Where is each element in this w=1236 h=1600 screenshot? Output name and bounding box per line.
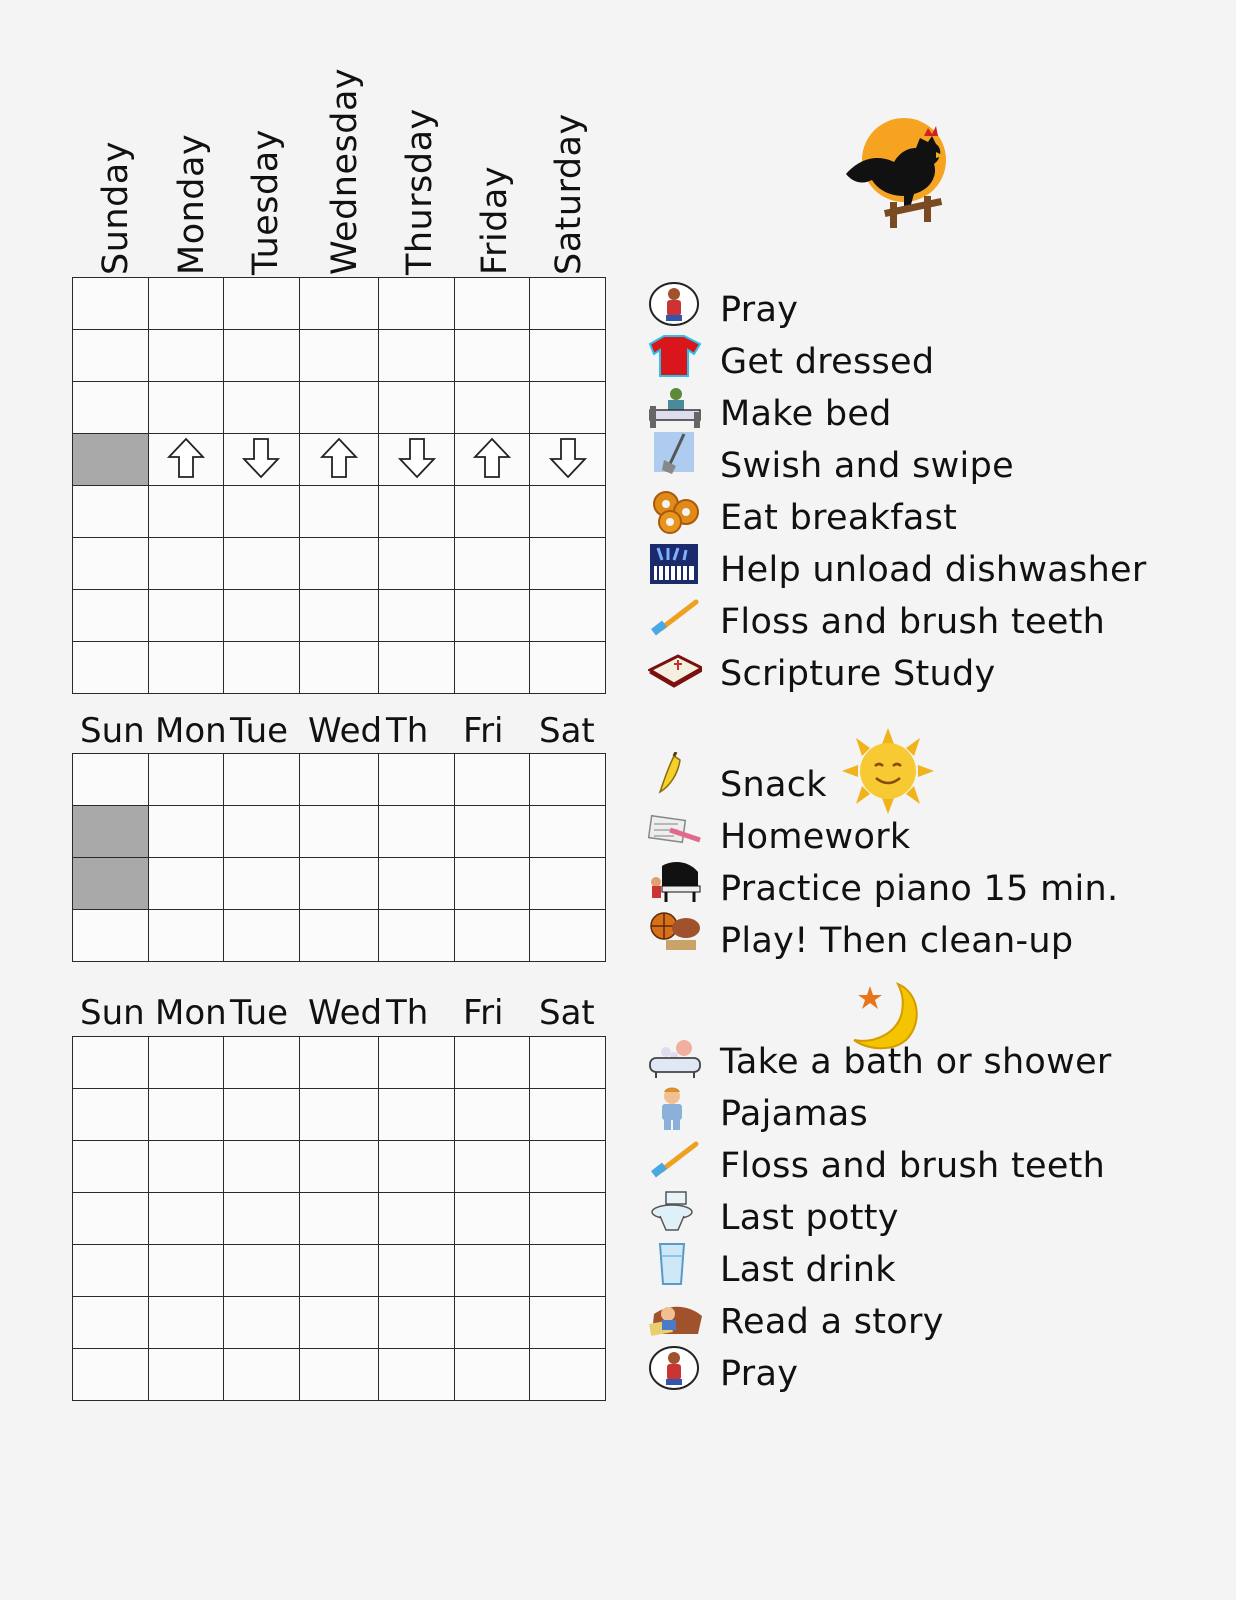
- grid-cell[interactable]: [379, 382, 455, 434]
- grid-row: [73, 486, 606, 538]
- grid-cell[interactable]: [530, 1193, 606, 1245]
- bagels-icon: [648, 490, 702, 534]
- grid-cell[interactable]: [530, 590, 606, 642]
- grid-cell[interactable]: [73, 278, 149, 330]
- grid-cell[interactable]: [148, 538, 224, 590]
- day-header-fri: Fri: [463, 711, 504, 751]
- grid-cell[interactable]: [148, 1089, 224, 1141]
- task-label: Scripture Study: [720, 654, 996, 694]
- task-label: Read a story: [720, 1302, 944, 1342]
- grid-cell[interactable]: [224, 806, 300, 858]
- grid-cell[interactable]: [454, 486, 530, 538]
- shaded-cell: [73, 806, 149, 858]
- grid-cell[interactable]: [454, 1037, 530, 1089]
- task-label: Pray: [720, 290, 799, 330]
- day-header-sun: Sun: [80, 711, 145, 751]
- grid-cell[interactable]: [454, 642, 530, 694]
- grid-cell[interactable]: [379, 1193, 455, 1245]
- grid-row: [73, 754, 606, 806]
- grid-cell[interactable]: [299, 590, 379, 642]
- grid-cell[interactable]: [530, 858, 606, 910]
- grid-cell[interactable]: [73, 486, 149, 538]
- arrow-up-icon: [166, 437, 206, 479]
- grid-cell[interactable]: [299, 1193, 379, 1245]
- grid-cell[interactable]: [148, 1193, 224, 1245]
- grid-cell[interactable]: [454, 382, 530, 434]
- grid-cell[interactable]: [148, 806, 224, 858]
- grid-cell[interactable]: [224, 1297, 300, 1349]
- day-header-monday: Monday: [172, 133, 212, 275]
- grid-cell[interactable]: [148, 434, 224, 486]
- grid-cell[interactable]: [530, 1089, 606, 1141]
- grid-cell[interactable]: [454, 1193, 530, 1245]
- grid-cell[interactable]: [530, 538, 606, 590]
- grid-cell[interactable]: [224, 1141, 300, 1193]
- grid-cell[interactable]: [299, 382, 379, 434]
- task-label: Eat breakfast: [720, 498, 958, 538]
- day-header-tue: Tue: [230, 711, 289, 751]
- banana-icon: [648, 752, 702, 796]
- grid-cell[interactable]: [530, 1141, 606, 1193]
- grid-cell[interactable]: [73, 1089, 149, 1141]
- grid-cell[interactable]: [379, 1089, 455, 1141]
- grid-cell[interactable]: [299, 1141, 379, 1193]
- grid-cell[interactable]: [73, 1193, 149, 1245]
- morning-checklist-grid: [72, 277, 606, 694]
- task-label: Swish and swipe: [720, 446, 1014, 486]
- grid-cell[interactable]: [224, 754, 300, 806]
- task-label: Make bed: [720, 394, 892, 434]
- task-label: Practice piano 15 min.: [720, 869, 1119, 909]
- grid-cell[interactable]: [379, 278, 455, 330]
- task-label: Last potty: [720, 1198, 899, 1238]
- shaded-cell: [73, 434, 149, 486]
- grid-cell[interactable]: [73, 1037, 149, 1089]
- grid-cell[interactable]: [379, 754, 455, 806]
- task-label: Take a bath or shower: [720, 1042, 1112, 1082]
- arrow-down-icon: [397, 437, 437, 479]
- grid-cell[interactable]: [454, 910, 530, 962]
- day-header-mon: Mon: [155, 711, 227, 751]
- grid-cell[interactable]: [454, 806, 530, 858]
- arrow-up-icon: [472, 437, 512, 479]
- grid-row: [73, 330, 606, 382]
- grid-cell[interactable]: [454, 1141, 530, 1193]
- rooster-icon: [838, 118, 964, 230]
- day-header-wed: Wed: [308, 993, 383, 1033]
- grid-cell[interactable]: [148, 1037, 224, 1089]
- grid-cell[interactable]: [454, 330, 530, 382]
- grid-cell[interactable]: [148, 486, 224, 538]
- day-header-wednesday: Wednesday: [325, 67, 365, 275]
- grid-cell[interactable]: [224, 486, 300, 538]
- grid-row: [73, 590, 606, 642]
- shaded-cell: [73, 858, 149, 910]
- grid-row: [73, 806, 606, 858]
- grid-cell[interactable]: [454, 1089, 530, 1141]
- grid-cell[interactable]: [530, 1349, 606, 1401]
- toilet-icon: [648, 1190, 702, 1234]
- grid-row: [73, 1193, 606, 1245]
- grid-cell[interactable]: [379, 642, 455, 694]
- grid-cell[interactable]: [379, 806, 455, 858]
- grid-cell[interactable]: [73, 1245, 149, 1297]
- afternoon-checklist-grid: [72, 753, 606, 962]
- grid-cell[interactable]: [299, 1245, 379, 1297]
- grid-cell[interactable]: [73, 1349, 149, 1401]
- task-label: Last drink: [720, 1250, 896, 1290]
- grid-cell[interactable]: [454, 858, 530, 910]
- grid-cell[interactable]: [530, 1037, 606, 1089]
- grid-cell[interactable]: [148, 590, 224, 642]
- toys-icon: [648, 910, 702, 954]
- grid-cell[interactable]: [299, 330, 379, 382]
- grid-cell[interactable]: [73, 1141, 149, 1193]
- task-label: Pray: [720, 1354, 799, 1394]
- task-label: Floss and brush teeth: [720, 1146, 1106, 1186]
- grid-cell[interactable]: [224, 1245, 300, 1297]
- grid-cell[interactable]: [73, 382, 149, 434]
- grid-cell[interactable]: [73, 910, 149, 962]
- arrow-down-icon: [548, 437, 588, 479]
- day-header-thursday: Thursday: [400, 108, 440, 275]
- grid-cell[interactable]: [73, 590, 149, 642]
- grid-cell[interactable]: [299, 910, 379, 962]
- grid-cell[interactable]: [299, 538, 379, 590]
- grid-cell[interactable]: [454, 434, 530, 486]
- grid-cell[interactable]: [454, 538, 530, 590]
- grid-cell[interactable]: [224, 590, 300, 642]
- grid-row: [73, 642, 606, 694]
- grid-cell[interactable]: [224, 382, 300, 434]
- grid-cell[interactable]: [224, 910, 300, 962]
- grid-cell[interactable]: [224, 538, 300, 590]
- grid-row: [73, 278, 606, 330]
- day-header-sat: Sat: [539, 711, 595, 751]
- glass-icon: [648, 1242, 702, 1286]
- grid-cell[interactable]: [454, 754, 530, 806]
- grid-cell[interactable]: [454, 278, 530, 330]
- toothbrush-icon: [648, 594, 702, 638]
- grid-cell[interactable]: [454, 1297, 530, 1349]
- dishwasher-icon: [648, 542, 702, 586]
- grid-cell[interactable]: [530, 1245, 606, 1297]
- grid-cell[interactable]: [379, 1141, 455, 1193]
- grid-cell[interactable]: [299, 434, 379, 486]
- grid-cell[interactable]: [299, 1037, 379, 1089]
- grid-cell[interactable]: [148, 1297, 224, 1349]
- grid-row: [73, 1349, 606, 1401]
- grid-cell[interactable]: [73, 642, 149, 694]
- grid-cell[interactable]: [379, 538, 455, 590]
- grid-cell[interactable]: [379, 910, 455, 962]
- grid-cell[interactable]: [148, 858, 224, 910]
- grid-cell[interactable]: [299, 754, 379, 806]
- grid-cell[interactable]: [224, 330, 300, 382]
- task-label: Homework: [720, 817, 911, 857]
- book-icon: [648, 646, 702, 690]
- grid-cell[interactable]: [224, 1037, 300, 1089]
- bed-icon: [648, 386, 702, 430]
- evening-checklist-grid: [72, 1036, 606, 1401]
- grid-cell[interactable]: [148, 330, 224, 382]
- grid-row: [73, 858, 606, 910]
- arrow-down-icon: [241, 437, 281, 479]
- bathtub-icon: [648, 1036, 702, 1080]
- grid-cell[interactable]: [224, 1193, 300, 1245]
- grid-cell[interactable]: [148, 1141, 224, 1193]
- grid-cell[interactable]: [379, 1037, 455, 1089]
- praying-child-icon: [648, 282, 702, 326]
- task-label: Snack: [720, 765, 827, 805]
- task-label: Pajamas: [720, 1094, 869, 1134]
- grid-cell[interactable]: [148, 382, 224, 434]
- grid-cell[interactable]: [530, 1297, 606, 1349]
- reading-child-icon: [648, 1294, 702, 1338]
- grid-cell[interactable]: [299, 1297, 379, 1349]
- grid-cell[interactable]: [530, 330, 606, 382]
- grid-cell[interactable]: [530, 434, 606, 486]
- grid-cell[interactable]: [379, 1349, 455, 1401]
- grid-cell[interactable]: [379, 330, 455, 382]
- grid-cell[interactable]: [379, 434, 455, 486]
- grid-cell[interactable]: [454, 1245, 530, 1297]
- grid-cell[interactable]: [530, 910, 606, 962]
- grid-cell[interactable]: [530, 806, 606, 858]
- day-header-mon: Mon: [155, 993, 227, 1033]
- grid-cell[interactable]: [224, 278, 300, 330]
- day-header-saturday: Saturday: [549, 113, 589, 275]
- task-label: Play! Then clean-up: [720, 921, 1074, 961]
- grid-row: [73, 1245, 606, 1297]
- grid-row: [73, 1297, 606, 1349]
- red-shirt-icon: [648, 334, 702, 378]
- grid-cell[interactable]: [148, 754, 224, 806]
- grid-cell[interactable]: [148, 278, 224, 330]
- grid-cell[interactable]: [530, 754, 606, 806]
- grid-row: [73, 1089, 606, 1141]
- grid-cell[interactable]: [379, 1245, 455, 1297]
- day-header-tue: Tue: [230, 993, 289, 1033]
- grid-cell[interactable]: [379, 858, 455, 910]
- grid-cell[interactable]: [73, 754, 149, 806]
- day-header-th: Th: [386, 711, 429, 751]
- grid-cell[interactable]: [299, 858, 379, 910]
- task-label: Floss and brush teeth: [720, 602, 1106, 642]
- grid-cell[interactable]: [530, 642, 606, 694]
- grid-cell[interactable]: [454, 590, 530, 642]
- grid-cell[interactable]: [299, 1349, 379, 1401]
- toilet-brush-icon: [648, 430, 702, 474]
- grid-cell[interactable]: [148, 1349, 224, 1401]
- day-header-sun: Sun: [80, 993, 145, 1033]
- grid-cell[interactable]: [379, 590, 455, 642]
- grid-cell[interactable]: [530, 278, 606, 330]
- grid-cell[interactable]: [379, 486, 455, 538]
- grid-cell[interactable]: [224, 1089, 300, 1141]
- sun-icon: [842, 728, 934, 814]
- day-header-tuesday: Tuesday: [246, 129, 286, 275]
- pencil-paper-icon: [648, 808, 702, 852]
- praying-child-icon: [648, 1346, 702, 1390]
- grid-cell[interactable]: [73, 1297, 149, 1349]
- day-header-wed: Wed: [308, 711, 383, 751]
- task-label: Get dressed: [720, 342, 935, 382]
- grid-cell[interactable]: [148, 910, 224, 962]
- grid-cell[interactable]: [299, 486, 379, 538]
- grid-row: [73, 1037, 606, 1089]
- grid-cell[interactable]: [73, 330, 149, 382]
- grid-cell[interactable]: [224, 1349, 300, 1401]
- grid-row: [73, 910, 606, 962]
- day-header-sat: Sat: [539, 993, 595, 1033]
- grid-cell[interactable]: [299, 1089, 379, 1141]
- grid-row: [73, 538, 606, 590]
- grid-cell[interactable]: [224, 858, 300, 910]
- arrow-up-icon: [319, 437, 359, 479]
- piano-icon: [648, 858, 702, 902]
- grid-cell[interactable]: [148, 642, 224, 694]
- grid-cell[interactable]: [224, 434, 300, 486]
- grid-cell[interactable]: [530, 486, 606, 538]
- grid-cell[interactable]: [299, 806, 379, 858]
- day-header-fri: Fri: [463, 993, 504, 1033]
- grid-cell[interactable]: [73, 538, 149, 590]
- grid-cell[interactable]: [224, 642, 300, 694]
- grid-cell[interactable]: [530, 382, 606, 434]
- grid-row-arrows: [73, 434, 606, 486]
- grid-cell[interactable]: [299, 642, 379, 694]
- day-header-friday: Friday: [475, 165, 515, 275]
- grid-cell[interactable]: [148, 1245, 224, 1297]
- pajamas-child-icon: [648, 1086, 702, 1130]
- grid-row: [73, 382, 606, 434]
- grid-cell[interactable]: [454, 1349, 530, 1401]
- toothbrush-icon: [648, 1136, 702, 1180]
- grid-row: [73, 1141, 606, 1193]
- grid-cell[interactable]: [299, 278, 379, 330]
- grid-cell[interactable]: [379, 1297, 455, 1349]
- day-header-sunday: Sunday: [96, 141, 136, 275]
- task-label: Help unload dishwasher: [720, 550, 1147, 590]
- day-header-th: Th: [386, 993, 429, 1033]
